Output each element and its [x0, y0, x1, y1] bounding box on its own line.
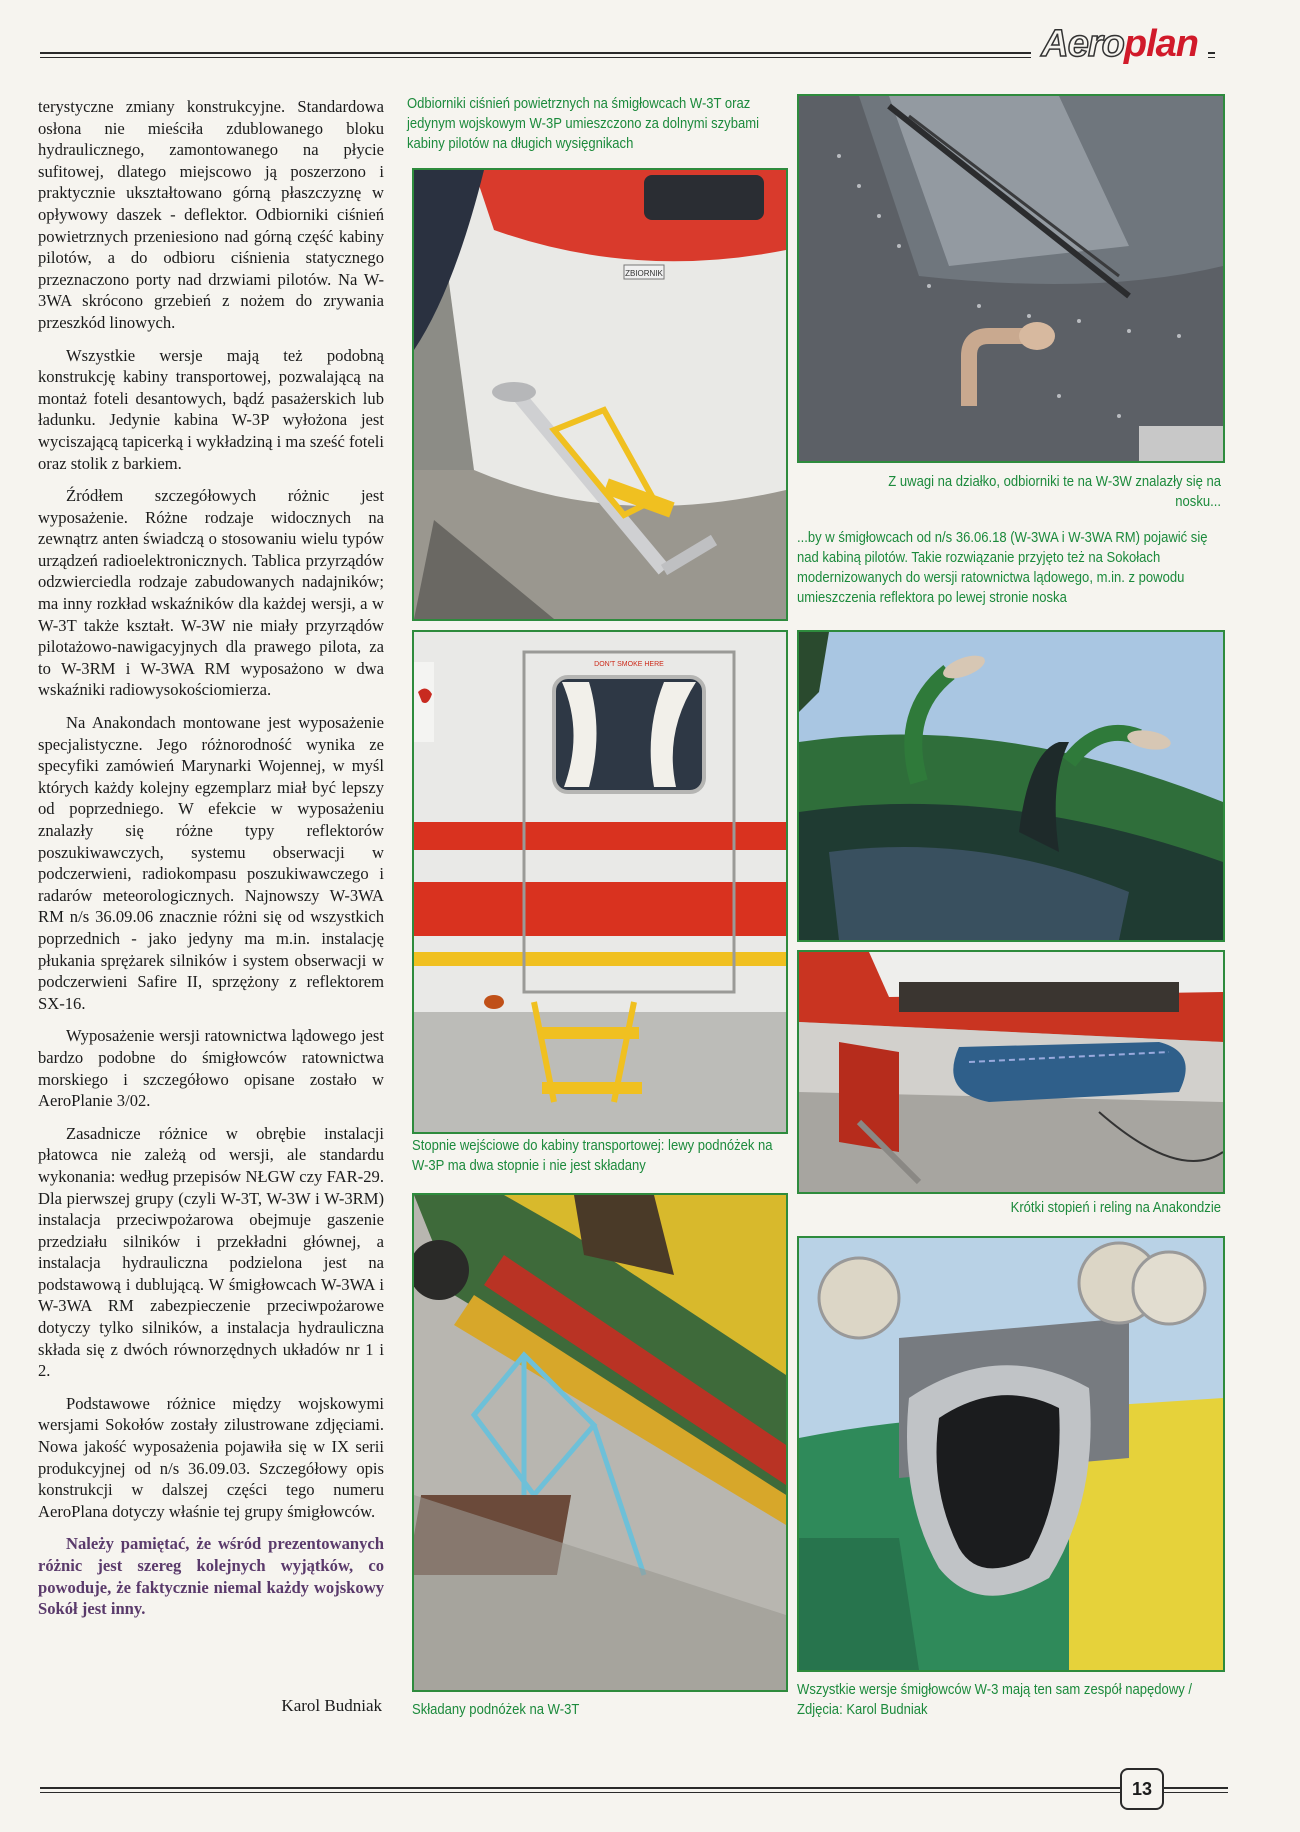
folding-step-illustration — [414, 1195, 786, 1690]
caption-pitot-top: Odbiorniki ciśnień powietrznych na śmigłowcach W-3T oraz jedynym wojskowym W-3P umieszczono za dolnymi szybami kabiny pilotów na długich wysięgnikach — [407, 96, 759, 152]
page-number: 13 — [1120, 1768, 1164, 1810]
w3p-door-illustration — [414, 632, 786, 1132]
photo-cabin-top-pitots — [797, 630, 1225, 942]
caption-rail-anakonda: Krótki stopień i reling na Anakondzie — [1010, 1200, 1221, 1216]
cabin-pitots-illustration — [799, 632, 1223, 940]
photo-nose-pitot — [797, 94, 1225, 463]
paragraph-7: Podstawowe różnice między wojskowymi wersjami Sokołów zostały zilustrowane zdjęciami. Nowa jakość wyposażenia pojawiła się w IX serii produkcyjnej od n/s 36.09.03. Szczegółowy opis konstrukcji w dalszej części tego numeru AeroPlana dotyczy właśnie tej grupy śmigłowców. — [38, 1393, 384, 1521]
paragraph-4: Na Anakondach montowane jest wyposażenie specjalistyczne. Jego różnorodność wynika ze specyfiki zamówień Marynarki Wojennej, w myśl których każdy kolejny egzemplarz miał być lepszy od poprzedniego. W efekcie w wyposażeniu znalazły się różne typy reflektorów poszukiwawczych, systemu obserwacji w podczerwieni, radiokompasu poszukiwawczego i radarów meteorologicznych. Najnowszy W-3WA RM n/s 36.09.06 znacznie różni się od wszystkich poprzednich - jako jedyny ma m.in. instalację płukania sprężarek silników i system obserwacji w podczerwieni Safire II, sprzężony z reflektorem SX-16. — [38, 713, 384, 1013]
author-signature: Karol Budniak — [281, 1696, 382, 1715]
paragraph-6: Zasadnicze różnice w obrębie instalacji płatowca nie zależą od wersji, ale standardu wykonania: według przepisów NŁGW czy FAR-29. Dla pierwszej grupy (czyli W-3T, W-3W i W-3RM) instalacja przeciwpożarowa obejmuje gaszenie przedziału silników i przekładni głównej, a instalacja hydrauliczna podzielona jest na podstawową i dublującą. W śmigłowcach W-3WA i W-3WA RM zabezpieczenie przeciwpożarowe dotyczy tylko silników, a instalacja hydrauliczna składa się z dwóch równorzędnych układów nr 1 i 2. — [38, 1123, 384, 1381]
photo-w3p-door-steps — [412, 630, 788, 1134]
footer-rule-thin — [40, 1792, 1228, 1793]
footer-rule — [40, 1787, 1228, 1789]
caption-steps-w3p: Stopnie wejściowe do kabiny transportowej: lewy podnóżek na W-3P ma dwa stopnie i nie jest składany — [412, 1138, 773, 1174]
closing-note: Należy pamiętać, że wśród prezentowanych różnic jest szereg kolejnych wyjątków, co powoduje, że faktycznie niemal każdy wojskowy Sokół jest inny. — [38, 1534, 384, 1619]
photo-w3t-folding-step — [412, 1193, 788, 1692]
placard-text: ZBIORNIK — [625, 269, 663, 278]
logo-plan: plan — [1123, 22, 1198, 65]
paragraph-2: Wszystkie wersje mają też podobną konstrukcję kabiny transportowej, pozwalającą na montaż foteli desantowych, bądź pasażerskich lub ładunku. Jedynie kabina W-3P wyłożona jest wyciszającą tapicerką i wykładziną i ma sześć foteli oraz stolik z barkiem. — [38, 345, 384, 473]
door-sign-text: DON'T SMOKE HERE — [594, 661, 664, 668]
article-text-column — [38, 96, 384, 1631]
caption-engines: Wszystkie wersje śmigłowców W-3 mają ten sam zespół napędowy / Zdjęcia: Karol Budniak — [797, 1682, 1193, 1718]
paragraph-5: Wyposażenie wersji ratownictwa lądowego jest bardzo podobne do śmigłowców ratownictwa morskiego i szczegółowo opisane zostało w AeroPlanie 3/02. — [38, 1026, 384, 1111]
caption-nose-w3w: Z uwagi na działko, odbiorniki te na W-3W znalazły się na nosku... — [888, 474, 1221, 510]
logo-aero: Aero — [1041, 22, 1124, 65]
nose-pitot-illustration — [799, 96, 1223, 461]
anakonda-rail-illustration — [799, 952, 1223, 1192]
photo-anakonda-step-rail — [797, 950, 1225, 1194]
paragraph-3: Źródłem szczegółowych różnic jest wyposażenie. Różne rodzaje widocznych na zewnątrz anten świadczą o stosowaniu wielu typów urządzeń radioelektronicznych. Tablica przyrządów odzwierciedla rodzaje zabudowanych nadajników; ma inny rozkład wskaźników dla każdej wersji, a w W-3T także kształt. W-3W nie miały przyrządów pilotażowo-nawigacyjnych dla prawego pilota, za to W-3RM i W-3WA RM wyposażono w dwa wskaźniki radiowysokościomierza. — [38, 486, 384, 700]
pitot-boom-illustration — [414, 170, 786, 619]
photo-engine-assembly — [797, 1236, 1225, 1672]
caption-nose-later: ...by w śmigłowcach od n/s 36.06.18 (W-3WA i W-3WA RM) pojawić się nad kabiną pilotów. Takie rozwiązanie przyjęto też na Sokołach modernizowanych do wersji ratownictwa lądowego, m.in. z powodu umieszczenia reflektora po lewej stronie noska — [797, 530, 1208, 606]
engine-illustration — [799, 1238, 1223, 1670]
paragraph-1: terystyczne zmiany konstrukcyjne. Standardowa osłona nie mieściła zdublowanego bloku hydraulicznego, zamontowanego na płycie sufitowej, dlatego miejscowo ją poszerzono i praktycznie ukształtowano górną płaszczyznę w opływowy daszek - deflektor. Odbiorniki ciśnień powietrznych przeniesiono nad górną część kabiny pilotów, a do odbioru ciśnienia statycznego przeznaczono porty nad drzwiami pilotów. Na W-3WA skrócono grzebień z nożem do zrywania przeszkód linowych. — [38, 97, 384, 332]
photo-pitot-boom-side — [412, 168, 788, 621]
caption-folding-w3t: Składany podnóżek na W-3T — [412, 1702, 580, 1718]
magazine-logo — [1031, 22, 1208, 66]
